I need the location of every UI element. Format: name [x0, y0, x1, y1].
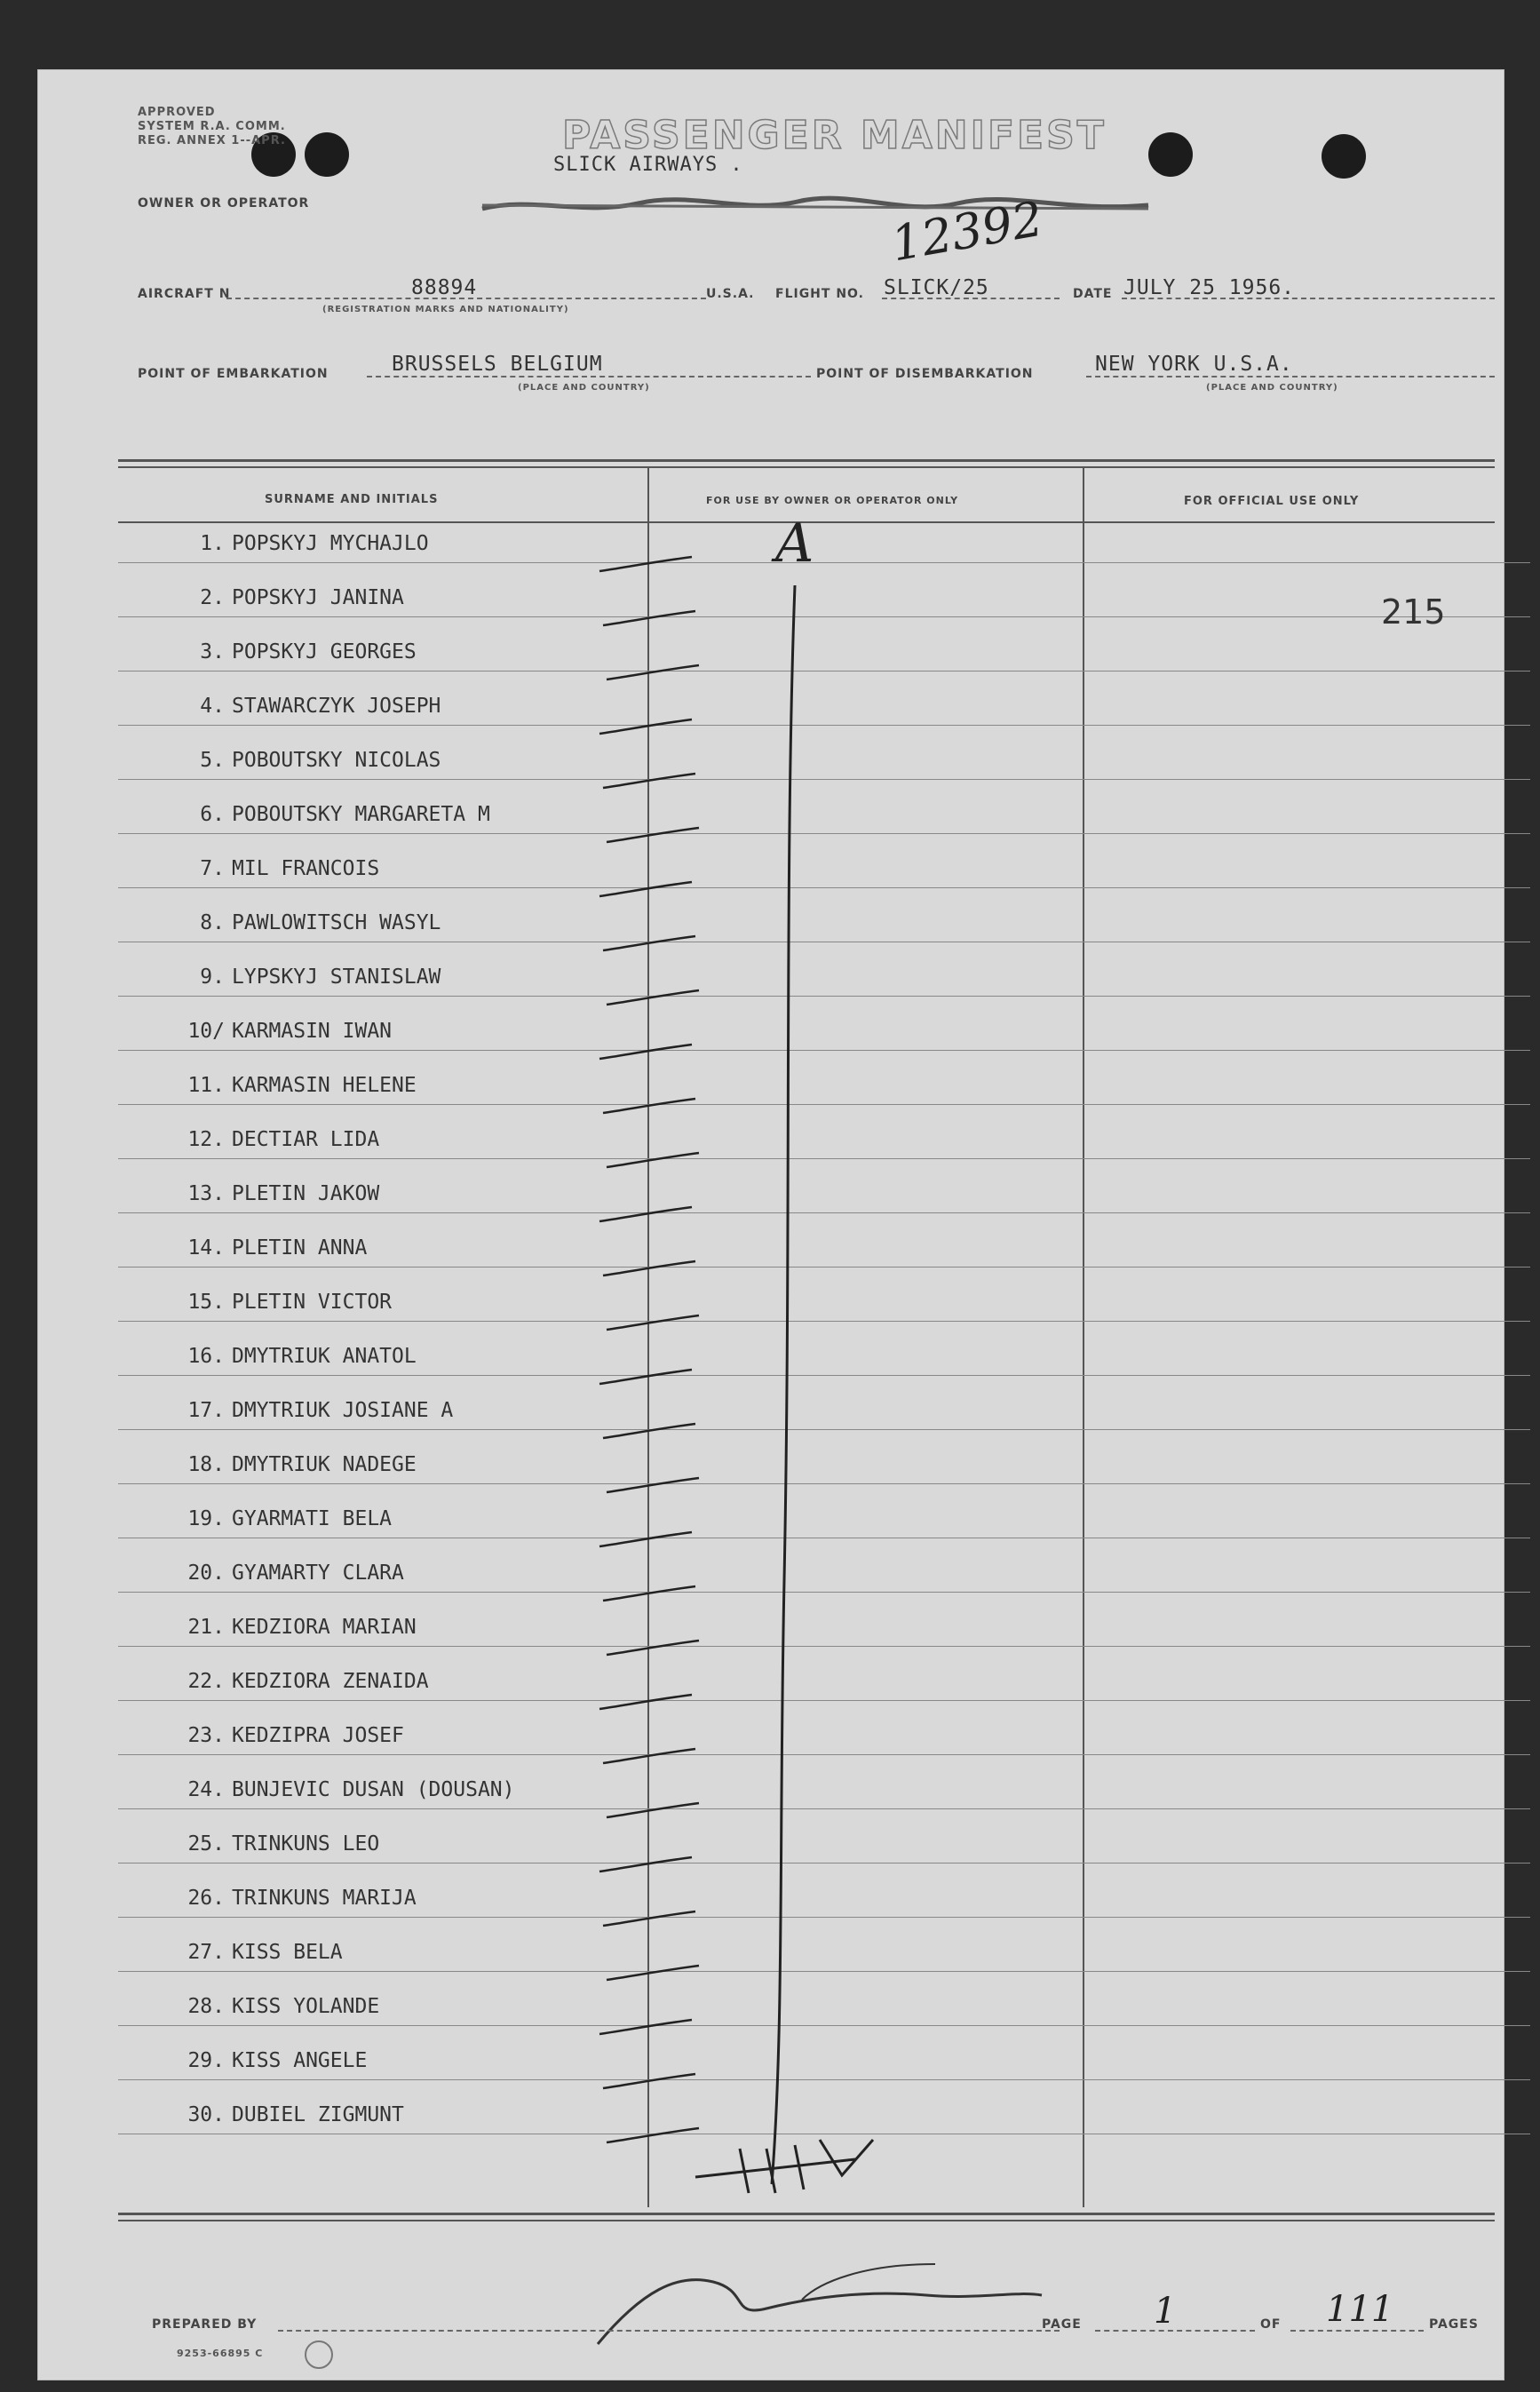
passenger-number: 7. [200, 857, 225, 880]
check-tick-mark [598, 1689, 695, 1716]
check-tick-mark [605, 1798, 703, 1824]
passenger-name: GYAMARTY CLARA [232, 1562, 404, 1585]
passenger-name: DMYTRIUK NADEGE [232, 1453, 417, 1476]
check-tick-mark [605, 1310, 703, 1337]
passenger-number: 14. [187, 1236, 225, 1260]
of-label: OF [1260, 2317, 1282, 2332]
passenger-number: 11. [187, 1074, 225, 1097]
check-tick-mark [598, 714, 695, 741]
check-tick-mark [598, 2015, 695, 2041]
approval-line-2: SYSTEM R.A. COMM. [138, 120, 286, 133]
passenger-number: 4. [200, 695, 225, 718]
aircraft-sub: (REGISTRATION MARKS AND NATIONALITY) [322, 305, 569, 314]
owner-column-mark: A [775, 513, 814, 575]
passenger-name: MIL FRANCOIS [232, 857, 380, 880]
table-bottom-rule [118, 2213, 1495, 2215]
passenger-name: KEDZIORA MARIAN [232, 1616, 417, 1639]
page-number: 1 [1154, 2291, 1177, 2332]
passenger-name: POBOUTSKY NICOLAS [232, 749, 441, 772]
aircraft-number: 88894 [411, 276, 478, 299]
check-tick-mark [605, 2123, 703, 2150]
table-bottom-rule-2 [118, 2220, 1495, 2221]
usa-label: U.S.A. [706, 287, 755, 301]
handwritten-strokes [38, 70, 1504, 2380]
passenger-name: KARMASIN IWAN [232, 1020, 393, 1043]
check-tick-mark [605, 660, 703, 687]
passenger-number: 27. [187, 1941, 225, 1964]
total-line [1290, 2330, 1424, 2332]
passenger-number: 26. [187, 1887, 225, 1910]
passenger-name: KARMASIN HELENE [232, 1074, 417, 1097]
passenger-name: KISS ANGELE [232, 2049, 368, 2072]
passenger-name: KISS BELA [232, 1941, 343, 1964]
check-tick-mark [605, 1148, 703, 1174]
check-tick-mark [601, 1906, 699, 1933]
approval-line-3: REG. ANNEX 1--APR. [138, 134, 286, 147]
tally-mark [695, 2140, 873, 2193]
owner-typed: SLICK AIRWAYS . [553, 154, 743, 176]
check-tick-mark [605, 985, 703, 1012]
flight-number: SLICK/25 [884, 276, 989, 299]
signature-stroke [598, 2280, 1042, 2344]
passenger-name: DUBIEL ZIGMUNT [232, 2103, 404, 2126]
passenger-number: 13. [187, 1182, 225, 1205]
total-pages: 111 [1326, 2289, 1394, 2330]
check-tick-mark [601, 2069, 699, 2095]
check-tick-mark [605, 1960, 703, 1987]
passenger-name: DECTIAR LIDA [232, 1128, 380, 1151]
passenger-number: 8. [200, 911, 225, 934]
page-title: PASSENGER MANIFEST [562, 113, 1107, 158]
approval-line-1: APPROVED [138, 106, 216, 119]
passenger-number: 25. [187, 1832, 225, 1856]
passenger-number: 12. [187, 1128, 225, 1151]
handwritten-number: 12392 [886, 190, 1047, 273]
check-tick-mark [601, 1256, 699, 1283]
passenger-number: 20. [187, 1562, 225, 1585]
check-tick-mark [598, 1202, 695, 1228]
passenger-number: 2. [200, 586, 225, 609]
passenger-name: PLETIN VICTOR [232, 1291, 393, 1314]
passenger-number: 29. [187, 2049, 225, 2072]
check-tick-mark [605, 822, 703, 849]
manifest-page [37, 69, 1504, 2380]
check-tick-mark [598, 552, 695, 578]
union-label-icon [305, 2340, 333, 2369]
passenger-name: BUNJEVIC DUSAN (DOUSAN) [232, 1778, 515, 1801]
passenger-number: 19. [187, 1507, 225, 1530]
passenger-name: POBOUTSKY MARGARETA M [232, 803, 490, 826]
aircraft-label: AIRCRAFT N [138, 287, 231, 301]
passenger-number: 28. [187, 1995, 225, 2018]
check-tick-mark [598, 1364, 695, 1391]
owner-label: OWNER OR OPERATOR [138, 196, 310, 211]
check-tick-mark [598, 877, 695, 903]
embark-label: POINT OF EMBARKATION [138, 367, 329, 381]
passenger-number: 23. [187, 1724, 225, 1747]
owner-column-vertical-stroke [772, 585, 795, 2184]
passenger-number: 30. [187, 2103, 225, 2126]
embarkation-point: BRUSSELS BELGIUM [392, 353, 603, 376]
passenger-name: LYPSKYJ STANISLAW [232, 966, 441, 989]
check-tick-mark [598, 1852, 695, 1879]
passenger-number: 5. [200, 749, 225, 772]
check-tick-mark [601, 1419, 699, 1445]
date-label: DATE [1073, 287, 1113, 301]
check-tick-mark [601, 1581, 699, 1608]
passenger-number: 15. [187, 1291, 225, 1314]
passenger-number: 18. [187, 1453, 225, 1476]
passenger-number: 22. [187, 1670, 225, 1693]
passenger-number: 16. [187, 1345, 225, 1368]
page-label: PAGE [1042, 2317, 1082, 2332]
col-header-owner: FOR USE BY OWNER OR OPERATOR ONLY [706, 495, 959, 506]
passenger-name: KEDZIORA ZENAIDA [232, 1670, 429, 1693]
passenger-name: PLETIN ANNA [232, 1236, 368, 1260]
flight-label: FLIGHT NO. [775, 287, 864, 301]
check-tick-mark [601, 931, 699, 958]
passenger-name: POPSKYJ GEORGES [232, 640, 417, 664]
passenger-name: PLETIN JAKOW [232, 1182, 380, 1205]
check-tick-mark [601, 1093, 699, 1120]
passenger-name: GYARMATI BELA [232, 1507, 393, 1530]
check-tick-mark [605, 1635, 703, 1662]
col-header-official: FOR OFFICIAL USE ONLY [1184, 495, 1360, 508]
passenger-number: 10/ [187, 1020, 225, 1043]
prepared-by-label: PREPARED BY [152, 2317, 258, 2332]
prepared-by-line [278, 2330, 1060, 2332]
form-code: 9253-66895 C [177, 2348, 264, 2359]
check-tick-mark [605, 1473, 703, 1499]
check-tick-mark [601, 606, 699, 632]
disembarkation-point: NEW YORK U.S.A. [1095, 353, 1293, 376]
disembark-sub: (PLACE AND COUNTRY) [1206, 383, 1338, 393]
passenger-name: DMYTRIUK JOSIANE A [232, 1399, 454, 1422]
check-tick-mark [598, 1039, 695, 1066]
passenger-name: POPSKYJ JANINA [232, 586, 404, 609]
passenger-number: 9. [200, 966, 225, 989]
check-tick-mark [601, 1744, 699, 1770]
passenger-name: POPSKYJ MYCHAJLO [232, 532, 429, 555]
passenger-number: 1. [200, 532, 225, 555]
passenger-number: 3. [200, 640, 225, 664]
passenger-name: DMYTRIUK ANATOL [232, 1345, 417, 1368]
passenger-number: 21. [187, 1616, 225, 1639]
passenger-number: 24. [187, 1778, 225, 1801]
disembark-label: POINT OF DISEMBARKATION [816, 367, 1034, 381]
passenger-number: 17. [187, 1399, 225, 1422]
passenger-name: TRINKUNS MARIJA [232, 1887, 417, 1910]
passenger-name: STAWARCZYK JOSEPH [232, 695, 441, 718]
passenger-name: KEDZIPRA JOSEF [232, 1724, 404, 1747]
passenger-number: 6. [200, 803, 225, 826]
flight-date: JULY 25 1956. [1123, 276, 1296, 299]
passenger-name: KISS YOLANDE [232, 1995, 380, 2018]
embark-sub: (PLACE AND COUNTRY) [518, 383, 650, 393]
passenger-name: TRINKUNS LEO [232, 1832, 380, 1856]
pages-label: PAGES [1429, 2317, 1479, 2332]
check-tick-mark [601, 768, 699, 795]
passenger-name: PAWLOWITSCH WASYL [232, 911, 441, 934]
col-header-names: SURNAME AND INITIALS [265, 493, 439, 506]
check-tick-mark [598, 1527, 695, 1554]
official-number: 215 [1381, 592, 1446, 632]
